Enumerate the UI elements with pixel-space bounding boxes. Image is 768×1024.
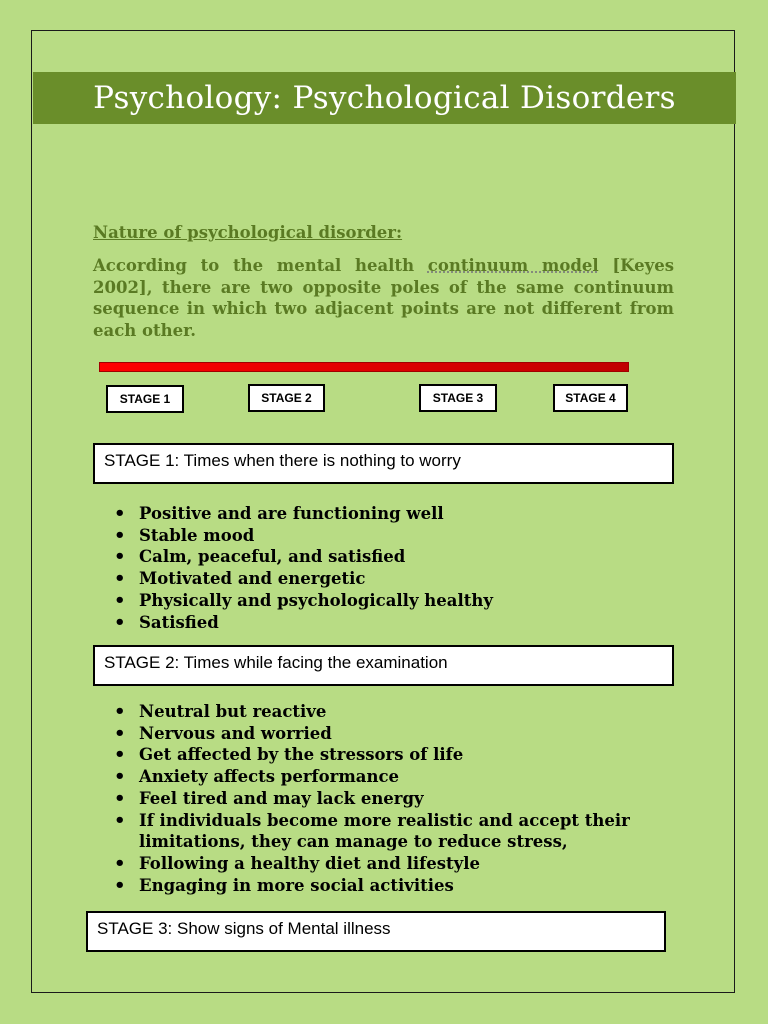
intro-text-start: According to the mental health	[93, 256, 428, 275]
continuum-model-term: continuum model	[427, 256, 599, 275]
list-item: • Neutral but reactive	[93, 701, 683, 723]
page-title: Psychology: Psychological Disorders	[33, 72, 736, 124]
list-item: • Get affected by the stressors of life	[93, 744, 683, 766]
stage2-list	[93, 701, 683, 896]
list-item: • Positive and are functioning well	[93, 503, 693, 525]
stage2-heading-box	[93, 645, 674, 686]
stage1-heading-box	[93, 443, 674, 484]
stage-label-1: STAGE 1	[106, 385, 184, 413]
list-item: • Physically and psychologically healthy	[93, 590, 693, 612]
list-item: • Nervous and worried	[93, 723, 683, 745]
stage1-list	[93, 503, 693, 633]
list-item: • Following a healthy diet and lifestyle	[93, 853, 683, 875]
stage2-heading: STAGE 2: Times while facing the examination	[104, 653, 448, 672]
list-item: • Motivated and energetic	[93, 568, 693, 590]
list-item: • Stable mood	[93, 525, 693, 547]
list-item: • Satisfied	[93, 612, 693, 634]
intro-text-end: [Keyes 2002], there are two opposite poles of the same continuum sequence in which two adjacent points are not different from each other.	[93, 256, 674, 340]
continuum-bar	[99, 362, 629, 372]
list-item: • Anxiety affects performance	[93, 766, 683, 788]
list-item: • If individuals become more realistic and accept their limitations, they can manage to reduce stress,	[93, 810, 683, 853]
intro-paragraph	[93, 255, 674, 341]
stage-label-4: STAGE 4	[553, 384, 628, 412]
stage-label-2: STAGE 2	[248, 384, 325, 412]
stage3-heading: STAGE 3: Show signs of Mental illness	[97, 919, 391, 938]
section-heading: Nature of psychological disorder:	[93, 223, 403, 242]
stage1-heading: STAGE 1: Times when there is nothing to worry	[104, 451, 461, 470]
list-item: • Feel tired and may lack energy	[93, 788, 683, 810]
stage-label-3: STAGE 3	[419, 384, 497, 412]
list-item: • Engaging in more social activities	[93, 875, 683, 897]
stage3-heading-box	[86, 911, 666, 952]
list-item: • Calm, peaceful, and satisfied	[93, 546, 693, 568]
